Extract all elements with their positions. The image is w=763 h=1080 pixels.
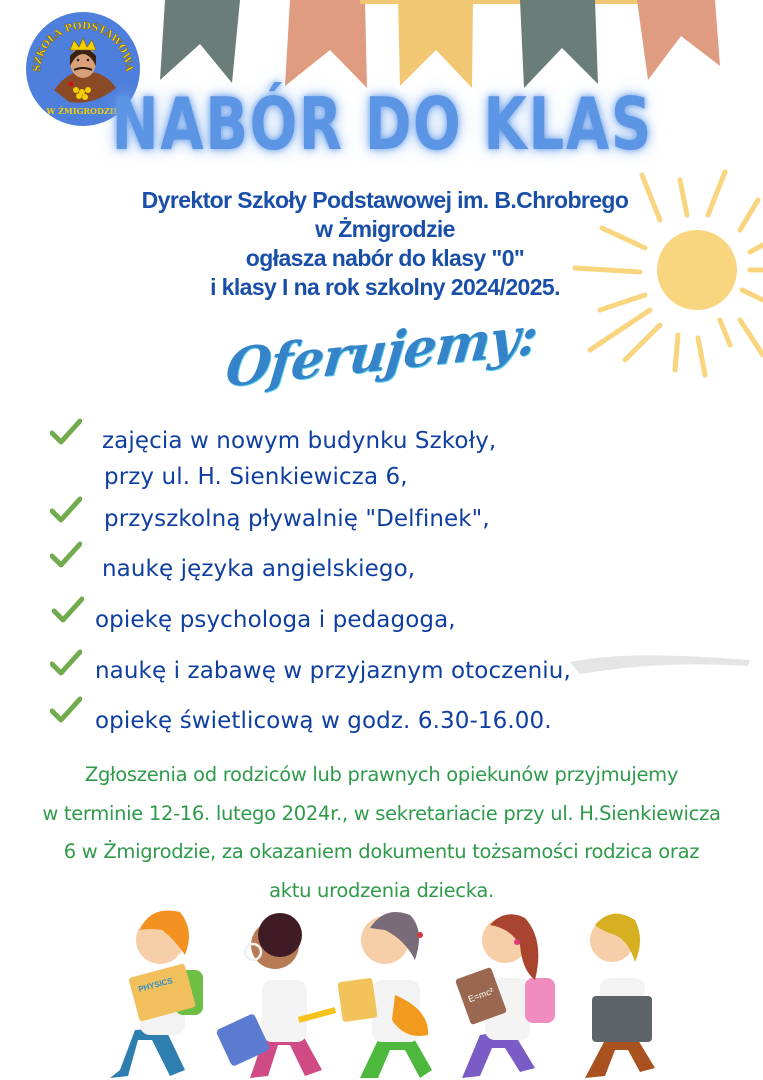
notice-line: aktu urodzenia dziecka. [269, 878, 494, 902]
announcement-line: w Żmigrodzie [315, 216, 455, 242]
checkmark-icon [50, 496, 82, 524]
physics-book-label: PHYSICS [137, 976, 174, 994]
child-figure [337, 912, 432, 1078]
checkmark-icon [50, 418, 82, 446]
offer-item-2: przyszkolną pływalnię "Delfinek", [104, 506, 490, 532]
announcement-line: Dyrektor Szkoły Podstawowej im. B.Chrobrego [141, 187, 629, 213]
notice-line: w terminie 12-16. lutego 2024r., w sekretariacie przy ul. H.Sienkiewicza [42, 801, 721, 825]
flag-icon [160, 0, 240, 83]
registration-notice [0, 756, 763, 910]
offer-item-5: naukę i zabawę w przyjaznym otoczeniu, [95, 658, 571, 684]
offer-item-1-line-2: przy ul. H. Sienkiewicza 6, [104, 464, 408, 490]
flag-icon [637, 0, 720, 80]
flag-icon [520, 0, 598, 88]
logo-ring-text-top: SZKOŁA PODSTAWOWA [31, 20, 135, 73]
flag-icon [285, 0, 367, 88]
children-illustration [0, 900, 763, 1080]
child-figure [585, 914, 655, 1078]
checkmark-icon [50, 696, 82, 724]
offer-item-4: opiekę psychologa i pedagoga, [95, 607, 456, 633]
checkmark-icon [52, 596, 84, 624]
child-figure [110, 910, 203, 1078]
brush-stroke-decoration [560, 648, 760, 678]
logo-ring-text-bottom: W ŻMIGRODZIE [46, 106, 120, 116]
notice-line: 6 w Żmigrodzie, za okazaniem dokumentu tożsamości rodzica oraz [63, 840, 700, 863]
offer-item-3: naukę języka angielskiego, [102, 556, 416, 582]
checkmark-icon [50, 649, 82, 677]
child-figure [455, 914, 555, 1078]
child-figure [216, 913, 337, 1078]
page-title: NABÓR DO KLAS [111, 82, 653, 166]
offer-item-1-line-1: zajęcia w nowym budynku Szkoły, [102, 428, 497, 454]
flag-icon [398, 0, 473, 88]
announcement-line: ogłasza nabór do klasy "0" [245, 245, 525, 271]
offer-item-6: opiekę świetlicową w godz. 6.30-16.00. [95, 708, 552, 734]
equation-book-label: E=mc² [466, 985, 495, 1005]
checkmark-icon [50, 541, 82, 569]
announcement-line: i klasy I na rok szkolny 2024/2025. [210, 274, 560, 300]
offer-heading: Oferujemy: [222, 305, 541, 400]
announcement [0, 186, 763, 302]
notice-line: Zgłoszenia od rodziców lub prawnych opiekunów przyjmujemy [84, 763, 679, 786]
